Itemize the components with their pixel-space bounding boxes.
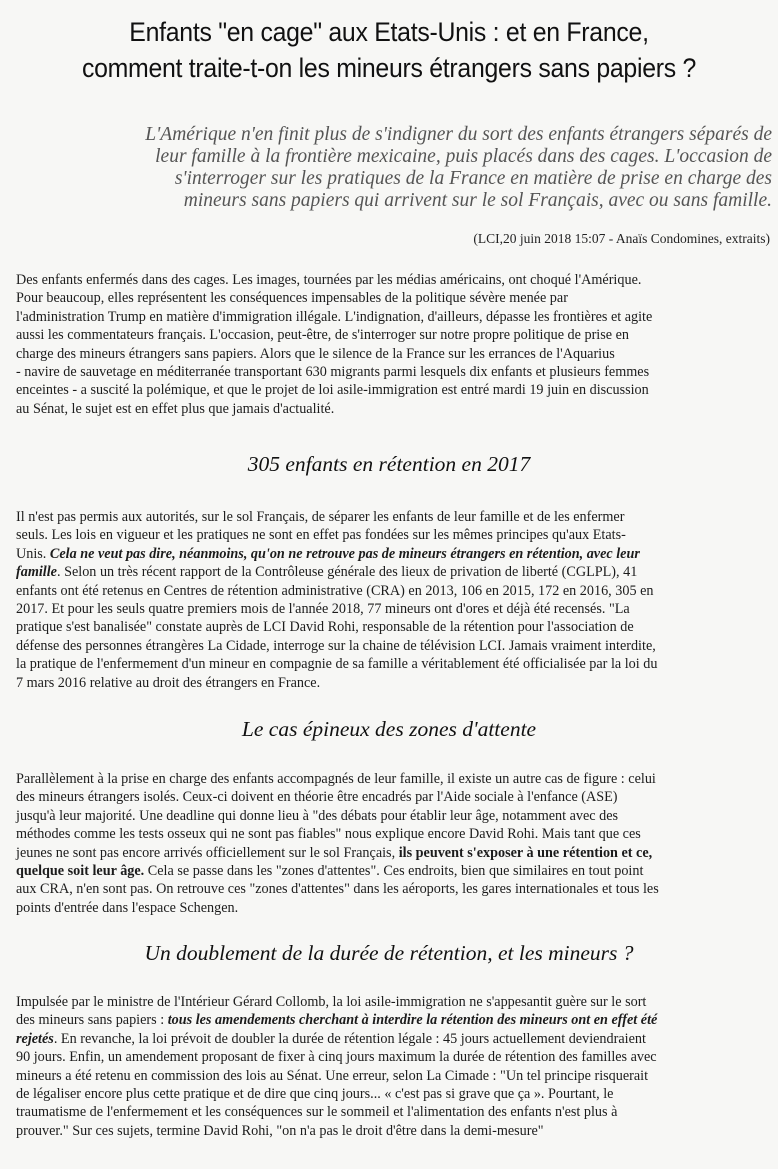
emphasis-text: Cela ne veut pas dire, néanmoins, qu'on ne retrouve pas de mineurs étrangers en rétention, avec leur (49, 545, 640, 562)
text-line: Impulsée par le ministre de l'Intérieur Gérard Collomb, la loi asile-immigration ne s'appesantit guère sur le sort (16, 994, 647, 1010)
text-line: jusqu'à leur majorité. Une deadline qui donne lieu à "des débats pour établir leur âge, notamment avec des (16, 807, 619, 824)
text-line: enfants ont été retenus en Centres de rétention administrative (CRA) en 2013, 106 en 2015, 172 en 2016, 305 en (16, 582, 654, 599)
text-line (16, 1030, 776, 1048)
emphasis-text: rejetés (16, 1030, 54, 1047)
text-line: points d'entrée dans l'espace Schengen. (16, 899, 239, 916)
section-title: Le cas épineux des zones d'attente (241, 717, 537, 741)
text-line: défense des personnes étrangères La Cidade, interroge sur la chaine de télévision LCI. Jamais vraiment interdite, (16, 637, 656, 654)
text-line: pratique s'est banalisée" constate auprès de LCI David Rohi, responsable de la rétention pour l'association de (16, 619, 634, 636)
text-line: 2017. Et pour les seuls quatre premiers mois de l'année 2018, 77 mineurs ont d'ores et déjà été recensés. "La (16, 601, 630, 618)
text-line: traumatisme de l'enfermement et les conséquences sur le sommeil et l'alimentation des enfants n'est plus à (16, 1104, 618, 1121)
text-run: . En revanche, la loi prévoit de doubler la durée de rétention légale : 45 jours actuellement deviendraient (53, 1030, 646, 1047)
paragraph-section-2 (16, 770, 776, 917)
text-line (16, 844, 776, 862)
text-line: aux CRA, n'en sont pas. On retrouve ces "zones d'attentes" dans les aéroports, les gares internationales et tous les (16, 881, 659, 898)
section-title: 305 enfants en rétention en 2017 (247, 452, 531, 476)
text-line (16, 862, 776, 880)
intro-line: s'interroger sur les pratiques de la France en matière de prise en charge des (174, 168, 772, 189)
intro-line: mineurs sans papiers qui arrivent sur le sol Français, avec ou sans famille. (183, 190, 772, 211)
text-line (16, 1011, 776, 1029)
paragraph-section-3 (16, 993, 776, 1140)
text-line: l'administration Trump en matière d'immigration illégale. L'indignation, d'ailleurs, dépasse les frontières et agite (16, 308, 653, 325)
text-line: Il n'est pas permis aux autorités, sur le sol Français, de séparer les enfants de leur famille et de les enfermer (16, 509, 625, 525)
text-line: seuls. Les lois en vigueur et les pratiques ne sont en effet pas fondées sur les mêmes principes qu'aux Etats- (16, 527, 626, 544)
text-line (16, 563, 776, 581)
text-line: mineurs a été retenu en commission des lois au Sénat. Une erreur, selon La Cimade : "Un tel principe risquerait (16, 1067, 649, 1084)
text-line: aussi les commentateurs français. L'occasion, peut-être, de s'interroger sur notre propre politique de prise en (16, 327, 629, 344)
text-line: au Sénat, le sujet est en effet plus que jamais d'actualité. (16, 400, 335, 417)
text-line: prouver." Sur ces sujets, termine David Rohi, "on n'a pas le droit d'être dans la demi-mesure" (16, 1122, 544, 1139)
headline (40, 14, 737, 86)
emphasis-text: quelque soit leur âge. (16, 863, 145, 880)
paragraph-section-1 (16, 508, 776, 692)
text-run: . Selon un très récent rapport de la Contrôleuse générale des lieux de privation de liberté (CGLPL), 41 (56, 564, 638, 581)
text-line: méthodes comme les tests osseux qui ne sont pas fiables" nous explique encore David Rohi. Mais tant que ces (16, 826, 641, 843)
text-line: charge des mineurs étrangers sans papiers. Alors que le silence de la France sur les errances de l'Aquarius (16, 345, 615, 362)
text-line: des mineurs étrangers isolés. Ceux-ci doivent en théorie être encadrés par l'Aide sociale à l'enfance (ASE) (16, 789, 618, 806)
headline-line-1: Enfants "en cage" aux Etats-Unis : et en France, (129, 17, 649, 47)
text-run: Cela se passe dans les "zones d'attentes". Ces endroits, bien que similaires en tout point (144, 863, 644, 880)
paragraph-intro (16, 271, 776, 418)
text-line: 90 jours. Enfin, un amendement proposant de fixer à cinq jours maximum la durée de rétention des familles avec (16, 1049, 657, 1066)
text-line (16, 545, 776, 563)
text-line: Pour beaucoup, elles représentent les conséquences impensables de la politique sévère menée par (16, 290, 568, 307)
emphasis-text: famille (16, 564, 57, 581)
text-line: - navire de sauvetage en méditerranée transportant 630 migrants parmi lesquels dix enfants et plusieurs femmes (16, 364, 650, 381)
emphasis-text: ils peuvent s'exposer à une rétention et ce, (398, 844, 653, 861)
source-credit: (LCI,20 juin 2018 15:07 - Anaïs Condomines, extraits) (473, 231, 770, 246)
text-run: Unis. (16, 545, 50, 562)
headline-line-2: comment traite-t-on les mineurs étrangers sans papiers ? (81, 53, 697, 83)
text-line: 7 mars 2016 relative au droit des étrangers en France. (16, 674, 321, 691)
intro-line: L'Amérique n'en finit plus de s'indigner du sort des enfants étrangers séparés de (145, 124, 772, 145)
intro-lead (14, 124, 772, 212)
text-run: des mineurs sans papiers : (16, 1012, 168, 1029)
text-line: la pratique de l'enfermement d'un mineur en compagnie de sa famille a véritablement été officialisée par la loi du (16, 656, 658, 673)
text-line: Des enfants enfermés dans des cages. Les images, tournées par les médias américains, ont choqué l'Amérique. (16, 272, 642, 288)
text-line: Parallèlement à la prise en charge des enfants accompagnés de leur famille, il existe un autre cas de figure : celui (16, 771, 656, 787)
intro-line: leur famille à la frontière mexicaine, puis placés dans des cages. L'occasion de (155, 146, 772, 167)
text-run: jeunes ne sont pas encore arrivés officiellement sur le sol Français, (16, 844, 399, 861)
text-line: enceintes - a suscité la polémique, et que le projet de loi asile-immigration est entré mardi 19 juin en discussion (16, 382, 649, 399)
text-line: de légaliser encore plus cette pratique et de dire que cinq jours... « c'est pas si grave que ça ». Pourtant, le (16, 1086, 614, 1103)
section-title: Un doublement de la durée de rétention, et les mineurs ? (144, 941, 634, 965)
emphasis-text: tous les amendements cherchant à interdire la rétention des mineurs ont en effet été (167, 1012, 658, 1029)
